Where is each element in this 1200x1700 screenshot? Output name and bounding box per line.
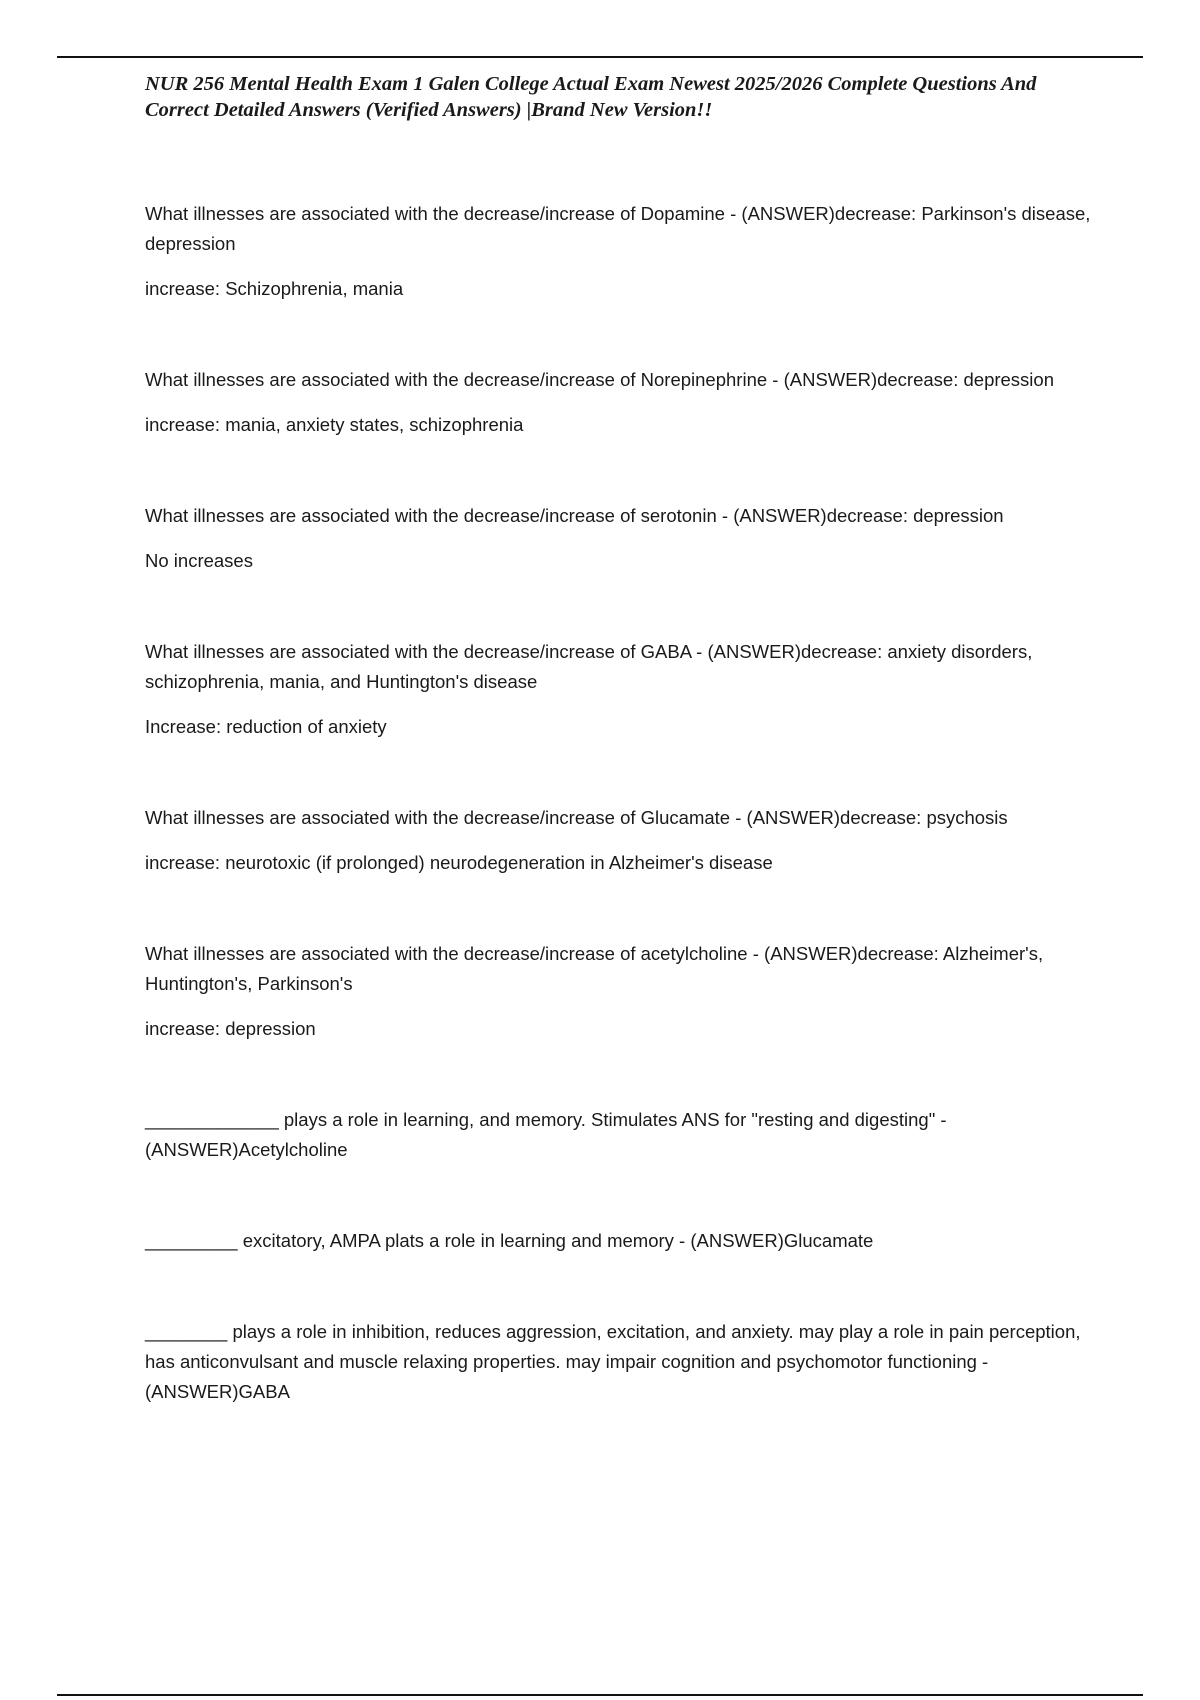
answer-text: increase: neurotoxic (if prolonged) neurodegeneration in Alzheimer's disease (145, 852, 773, 873)
document-title: NUR 256 Mental Health Exam 1 Galen College Actual Exam Newest 2025/2026 Complete Questions And Correct Detailed Answers (Verified Answers) |Brand New Version!! (145, 73, 1037, 121)
question-text: What illnesses are associated with the decrease/increase of serotonin - (ANSWER)decrease: depression (145, 505, 1004, 526)
question-text: _____________ plays a role in learning, and memory. Stimulates ANS for "resting and digesting" - (ANSWER)Acetylcholine (145, 1109, 947, 1160)
answer-text: increase: depression (145, 1018, 316, 1039)
qa-item-fill-blank-gaba (145, 1317, 1095, 1407)
qa-item-gaba (145, 637, 1095, 742)
qa-item-serotonin (145, 501, 1095, 576)
qa-item-glucamate (145, 803, 1095, 878)
answer-text: increase: Schizophrenia, mania (145, 278, 404, 299)
qa-list (145, 199, 1095, 1407)
question-text: What illnesses are associated with the decrease/increase of Dopamine - (ANSWER)decrease: Parkinson's disease, depression (145, 203, 1091, 254)
question-text: What illnesses are associated with the decrease/increase of Glucamate - (ANSWER)decrease: psychosis (145, 807, 1008, 828)
question-text: What illnesses are associated with the decrease/increase of GABA - (ANSWER)decrease: anxiety disorders, schizophrenia, mania, and Huntington's disease (145, 641, 1033, 692)
question-text: What illnesses are associated with the decrease/increase of acetylcholine - (ANSWER)decrease: Alzheimer's, Huntington's, Parkinson's (145, 943, 1044, 994)
question-text: _________ excitatory, AMPA plats a role in learning and memory - (ANSWER)Glucamate (145, 1230, 874, 1251)
qa-item-fill-blank-acetylcholine (145, 1105, 1095, 1165)
qa-item-dopamine (145, 199, 1095, 304)
answer-text: No increases (145, 550, 253, 571)
answer-text: Increase: reduction of anxiety (145, 716, 387, 737)
qa-item-norepinephrine (145, 365, 1095, 440)
footer-rule (57, 1694, 1143, 1696)
question-text: ________ plays a role in inhibition, reduces aggression, excitation, and anxiety. may play a role in pain perception, has anticonvulsant and muscle relaxing properties. may impair cognition and psychomotor functioning - (ANSWER)GABA (145, 1321, 1081, 1402)
qa-item-fill-blank-glucamate (145, 1226, 1095, 1256)
qa-item-acetylcholine (145, 939, 1095, 1044)
answer-text: increase: mania, anxiety states, schizophrenia (145, 414, 524, 435)
question-text: What illnesses are associated with the decrease/increase of Norepinephrine - (ANSWER)decrease: depression (145, 369, 1054, 390)
header-rule (57, 56, 1143, 58)
